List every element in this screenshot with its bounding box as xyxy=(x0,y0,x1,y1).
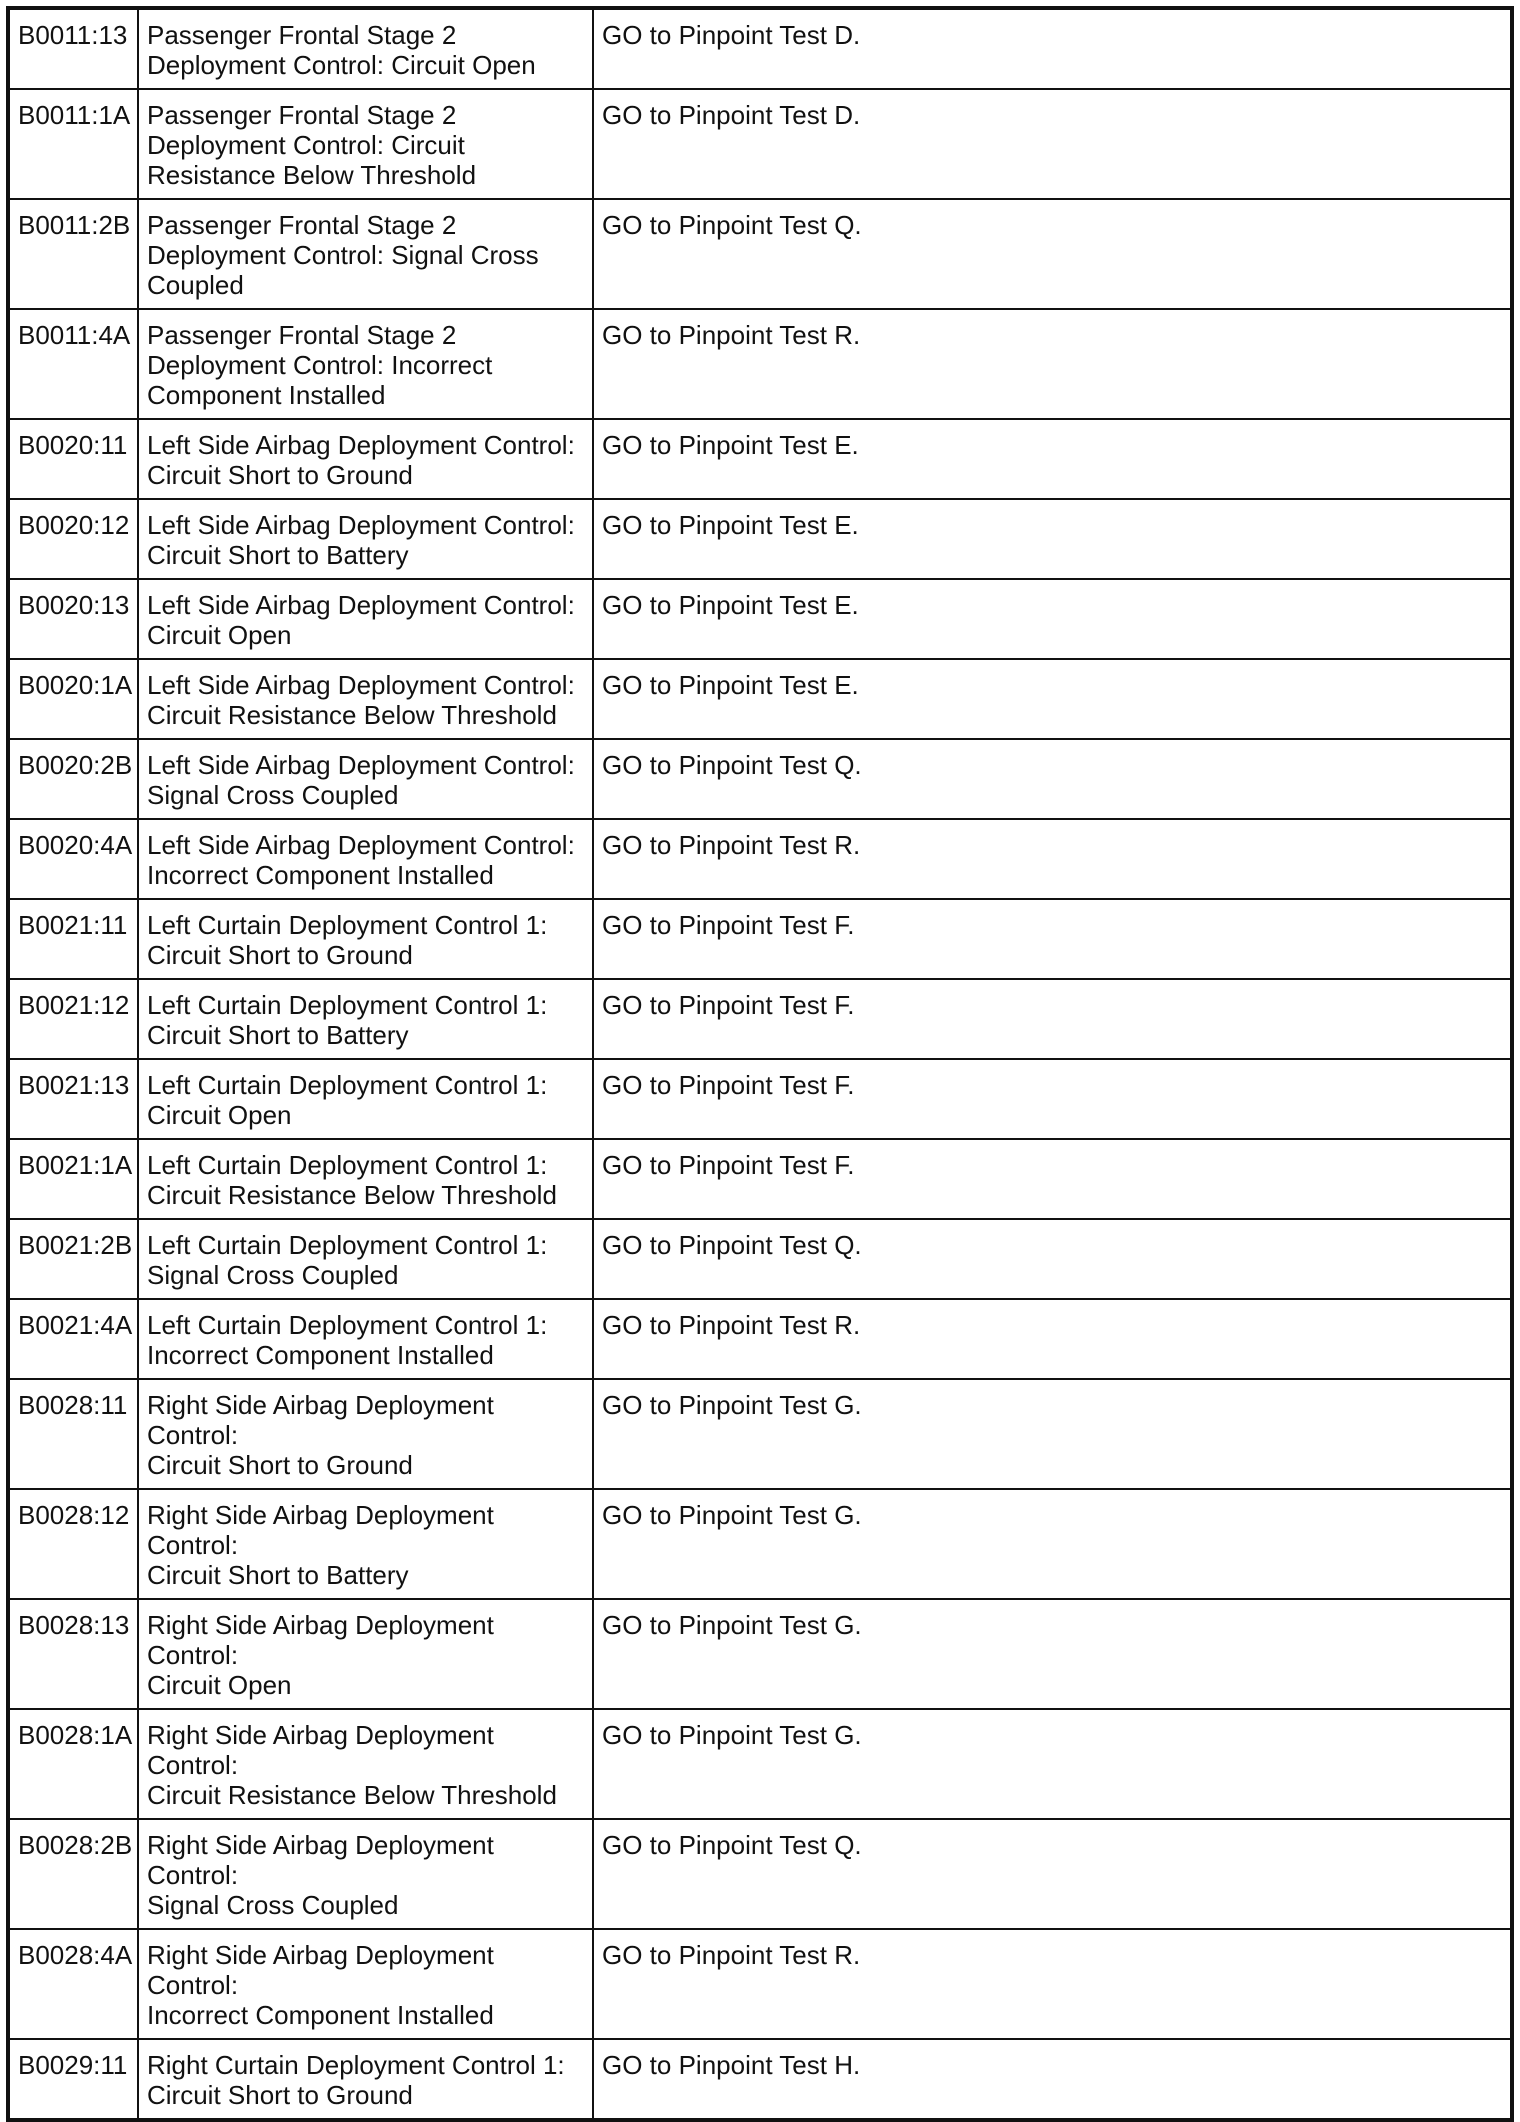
dtc-description-cell: Right Side Airbag Deployment Control: Signal Cross Coupled xyxy=(138,1819,593,1929)
dtc-code-cell: B0021:11 xyxy=(8,899,138,979)
dtc-action-cell: GO to Pinpoint Test E. xyxy=(593,579,1512,659)
table-row xyxy=(8,1299,1512,1379)
dtc-action-cell: GO to Pinpoint Test G. xyxy=(593,1489,1512,1599)
dtc-action-cell: GO to Pinpoint Test R. xyxy=(593,1929,1512,2039)
dtc-description-cell: Passenger Frontal Stage 2 Deployment Control: Circuit Open xyxy=(138,8,593,89)
dtc-action-cell: GO to Pinpoint Test F. xyxy=(593,979,1512,1059)
dtc-code-cell: B0020:11 xyxy=(8,419,138,499)
dtc-code-cell: B0021:12 xyxy=(8,979,138,1059)
dtc-code-cell: B0020:4A xyxy=(8,819,138,899)
dtc-code-cell: B0011:13 xyxy=(8,8,138,89)
dtc-description-cell: Left Curtain Deployment Control 1: Signal Cross Coupled xyxy=(138,1219,593,1299)
dtc-code-cell: B0020:1A xyxy=(8,659,138,739)
dtc-code-cell: B0028:13 xyxy=(8,1599,138,1709)
dtc-description-cell: Right Side Airbag Deployment Control: Circuit Short to Battery xyxy=(138,1489,593,1599)
dtc-action-cell: GO to Pinpoint Test F. xyxy=(593,1139,1512,1219)
dtc-code-cell: B0020:13 xyxy=(8,579,138,659)
dtc-action-cell: GO to Pinpoint Test D. xyxy=(593,8,1512,89)
dtc-code-cell: B0021:1A xyxy=(8,1139,138,1219)
dtc-description-cell: Right Side Airbag Deployment Control: Circuit Short to Ground xyxy=(138,1379,593,1489)
table-row xyxy=(8,1709,1512,1819)
dtc-code-cell: B0021:13 xyxy=(8,1059,138,1139)
dtc-description-cell: Right Side Airbag Deployment Control: Circuit Open xyxy=(138,1599,593,1709)
dtc-description-cell: Left Side Airbag Deployment Control: Incorrect Component Installed xyxy=(138,819,593,899)
dtc-code-cell: B0029:11 xyxy=(8,2039,138,2120)
dtc-code-cell: B0021:2B xyxy=(8,1219,138,1299)
dtc-description-cell: Passenger Frontal Stage 2 Deployment Control: Signal Cross Coupled xyxy=(138,199,593,309)
dtc-description-cell: Left Side Airbag Deployment Control: Circuit Open xyxy=(138,579,593,659)
table-row xyxy=(8,1379,1512,1489)
table-row xyxy=(8,979,1512,1059)
dtc-action-cell: GO to Pinpoint Test G. xyxy=(593,1599,1512,1709)
dtc-action-cell: GO to Pinpoint Test R. xyxy=(593,1299,1512,1379)
table-row xyxy=(8,899,1512,979)
dtc-action-cell: GO to Pinpoint Test Q. xyxy=(593,739,1512,819)
table-row xyxy=(8,1599,1512,1709)
dtc-description-cell: Left Side Airbag Deployment Control: Circuit Resistance Below Threshold xyxy=(138,659,593,739)
dtc-action-cell: GO to Pinpoint Test D. xyxy=(593,89,1512,199)
dtc-table xyxy=(6,6,1514,2122)
table-row xyxy=(8,1219,1512,1299)
dtc-action-cell: GO to Pinpoint Test H. xyxy=(593,2039,1512,2120)
table-row xyxy=(8,1059,1512,1139)
dtc-code-cell: B0028:12 xyxy=(8,1489,138,1599)
table-row xyxy=(8,1489,1512,1599)
table-row xyxy=(8,309,1512,419)
dtc-description-cell: Left Side Airbag Deployment Control: Signal Cross Coupled xyxy=(138,739,593,819)
table-row xyxy=(8,1929,1512,2039)
dtc-code-cell: B0020:2B xyxy=(8,739,138,819)
dtc-code-cell: B0021:4A xyxy=(8,1299,138,1379)
dtc-code-cell: B0028:1A xyxy=(8,1709,138,1819)
table-row xyxy=(8,419,1512,499)
dtc-description-cell: Left Curtain Deployment Control 1: Circuit Short to Battery xyxy=(138,979,593,1059)
dtc-action-cell: GO to Pinpoint Test G. xyxy=(593,1379,1512,1489)
dtc-action-cell: GO to Pinpoint Test E. xyxy=(593,419,1512,499)
table-row xyxy=(8,1139,1512,1219)
table-row xyxy=(8,2039,1512,2120)
table-row xyxy=(8,8,1512,89)
dtc-action-cell: GO to Pinpoint Test F. xyxy=(593,899,1512,979)
table-row xyxy=(8,499,1512,579)
dtc-code-cell: B0011:4A xyxy=(8,309,138,419)
dtc-code-cell: B0028:11 xyxy=(8,1379,138,1489)
dtc-code-cell: B0028:2B xyxy=(8,1819,138,1929)
table-row xyxy=(8,739,1512,819)
dtc-code-cell: B0028:4A xyxy=(8,1929,138,2039)
dtc-action-cell: GO to Pinpoint Test F. xyxy=(593,1059,1512,1139)
dtc-action-cell: GO to Pinpoint Test Q. xyxy=(593,199,1512,309)
dtc-description-cell: Left Curtain Deployment Control 1: Circuit Open xyxy=(138,1059,593,1139)
dtc-code-cell: B0011:2B xyxy=(8,199,138,309)
dtc-description-cell: Left Curtain Deployment Control 1: Circuit Resistance Below Threshold xyxy=(138,1139,593,1219)
dtc-description-cell: Right Side Airbag Deployment Control: Circuit Resistance Below Threshold xyxy=(138,1709,593,1819)
document-sheet xyxy=(6,6,1514,2122)
table-row xyxy=(8,1819,1512,1929)
dtc-description-cell: Left Curtain Deployment Control 1: Circuit Short to Ground xyxy=(138,899,593,979)
table-row xyxy=(8,89,1512,199)
dtc-action-cell: GO to Pinpoint Test Q. xyxy=(593,1819,1512,1929)
dtc-action-cell: GO to Pinpoint Test R. xyxy=(593,309,1512,419)
dtc-action-cell: GO to Pinpoint Test R. xyxy=(593,819,1512,899)
dtc-action-cell: GO to Pinpoint Test E. xyxy=(593,659,1512,739)
dtc-description-cell: Passenger Frontal Stage 2 Deployment Control: Circuit Resistance Below Threshold xyxy=(138,89,593,199)
dtc-description-cell: Passenger Frontal Stage 2 Deployment Control: Incorrect Component Installed xyxy=(138,309,593,419)
dtc-description-cell: Right Side Airbag Deployment Control: Incorrect Component Installed xyxy=(138,1929,593,2039)
table-row xyxy=(8,819,1512,899)
dtc-description-cell: Left Curtain Deployment Control 1: Incorrect Component Installed xyxy=(138,1299,593,1379)
dtc-description-cell: Left Side Airbag Deployment Control: Circuit Short to Battery xyxy=(138,499,593,579)
dtc-code-cell: B0011:1A xyxy=(8,89,138,199)
table-row xyxy=(8,199,1512,309)
table-row xyxy=(8,659,1512,739)
dtc-action-cell: GO to Pinpoint Test E. xyxy=(593,499,1512,579)
dtc-action-cell: GO to Pinpoint Test G. xyxy=(593,1709,1512,1819)
dtc-code-cell: B0020:12 xyxy=(8,499,138,579)
dtc-description-cell: Left Side Airbag Deployment Control: Circuit Short to Ground xyxy=(138,419,593,499)
dtc-description-cell: Right Curtain Deployment Control 1: Circuit Short to Ground xyxy=(138,2039,593,2120)
dtc-action-cell: GO to Pinpoint Test Q. xyxy=(593,1219,1512,1299)
table-row xyxy=(8,579,1512,659)
dtc-table-body xyxy=(8,8,1512,2120)
